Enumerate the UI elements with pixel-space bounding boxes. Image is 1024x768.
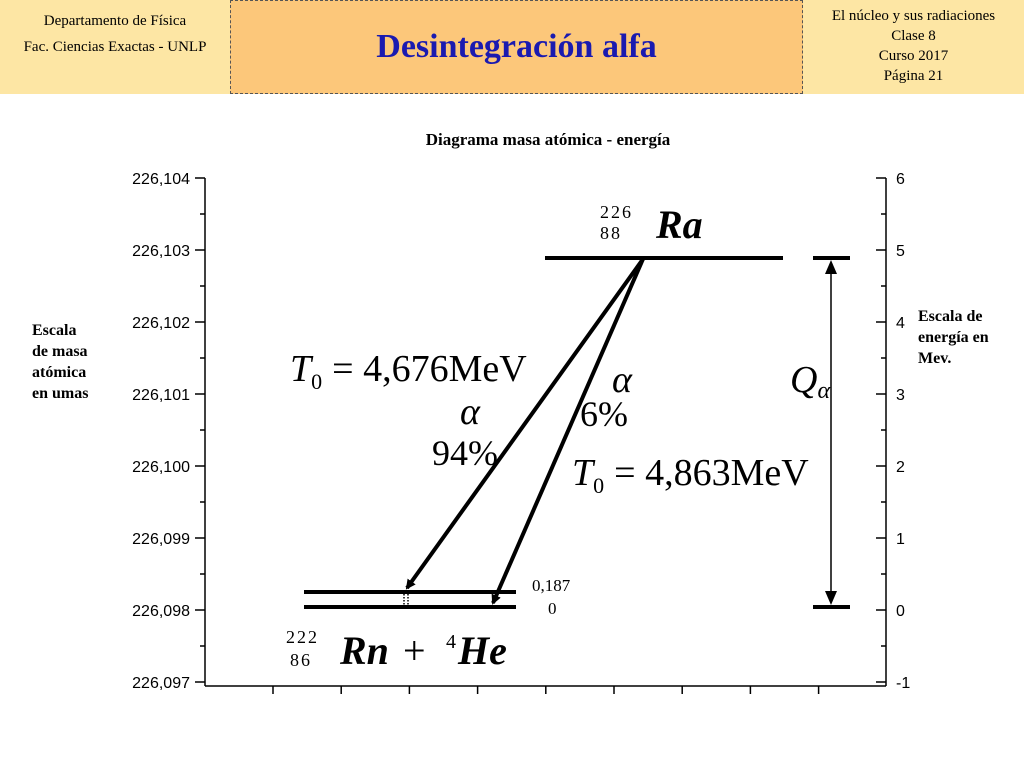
- percent-main: 94%: [432, 433, 498, 473]
- axis-ticks: [195, 178, 886, 694]
- mass-tick-label: 226,099: [132, 531, 190, 548]
- svg-text:88: 88: [600, 223, 622, 243]
- energy-tick-label: -1: [896, 675, 911, 692]
- svg-text:86: 86: [290, 650, 312, 670]
- svg-text:Ra: Ra: [656, 202, 703, 247]
- q-alpha-label: Qα: [790, 359, 831, 404]
- svg-text:4: 4: [446, 631, 456, 653]
- energy-tick-label: 5: [896, 243, 905, 260]
- energy-tick-label: 4: [896, 315, 905, 332]
- alpha-main-symbol: α: [460, 391, 480, 433]
- q-alpha-bracket: [813, 258, 850, 607]
- svg-text:226: 226: [600, 202, 633, 222]
- percent-minor: 6%: [580, 394, 628, 434]
- t0-main-label: $T_0 = 4,676MeV$: [290, 348, 527, 394]
- t0-minor-label: $T_0 = 4,863MeV$: [572, 452, 809, 498]
- energy-tick-label: 3: [896, 387, 905, 404]
- energy-tick-label: 1: [896, 531, 905, 548]
- left-axis-label: Escala de masa atómica en umas: [32, 322, 89, 402]
- energy-tick-label: 0: [896, 603, 905, 620]
- department-label: Departamento de Física: [43, 13, 187, 29]
- parent-nucleus-label: [600, 202, 703, 247]
- ground-level-energy: 0: [548, 599, 557, 618]
- right-axis-label: Escala de energía en Mev.: [918, 308, 989, 367]
- course-topic: El núcleo y sus radiaciones: [831, 8, 996, 24]
- energy-tick-label: 2: [896, 459, 905, 476]
- svg-text:222: 222: [286, 627, 319, 647]
- class-number: Clase 8: [891, 28, 936, 44]
- page-number: Página 21: [883, 68, 944, 84]
- diagram-title: Diagrama masa atómica - energía: [425, 130, 671, 149]
- mass-tick-label: 226,102: [132, 315, 190, 332]
- gamma-transition: [404, 594, 408, 605]
- daughter-products-label: [286, 627, 507, 673]
- mass-tick-label: 226,100: [132, 459, 190, 476]
- faculty-label: Fac. Ciencias Exactas - UNLP: [23, 39, 207, 55]
- excited-level-energy: 0,187: [532, 576, 571, 595]
- energy-tick-label: 6: [896, 171, 905, 188]
- mass-tick-label: 226,098: [132, 603, 190, 620]
- mass-tick-label: 226,101: [132, 387, 190, 404]
- svg-text:Rn: Rn: [340, 628, 389, 673]
- mass-tick-label: 226,104: [132, 171, 190, 188]
- mass-tick-label: 226,103: [132, 243, 190, 260]
- svg-text:+: +: [403, 628, 426, 673]
- svg-text:He: He: [458, 628, 507, 673]
- alpha-minor-symbol: α: [612, 359, 632, 401]
- page-title: Desintegración alfa: [376, 28, 657, 65]
- course-year: Curso 2017: [878, 48, 949, 64]
- mass-tick-label: 226,097: [132, 675, 190, 692]
